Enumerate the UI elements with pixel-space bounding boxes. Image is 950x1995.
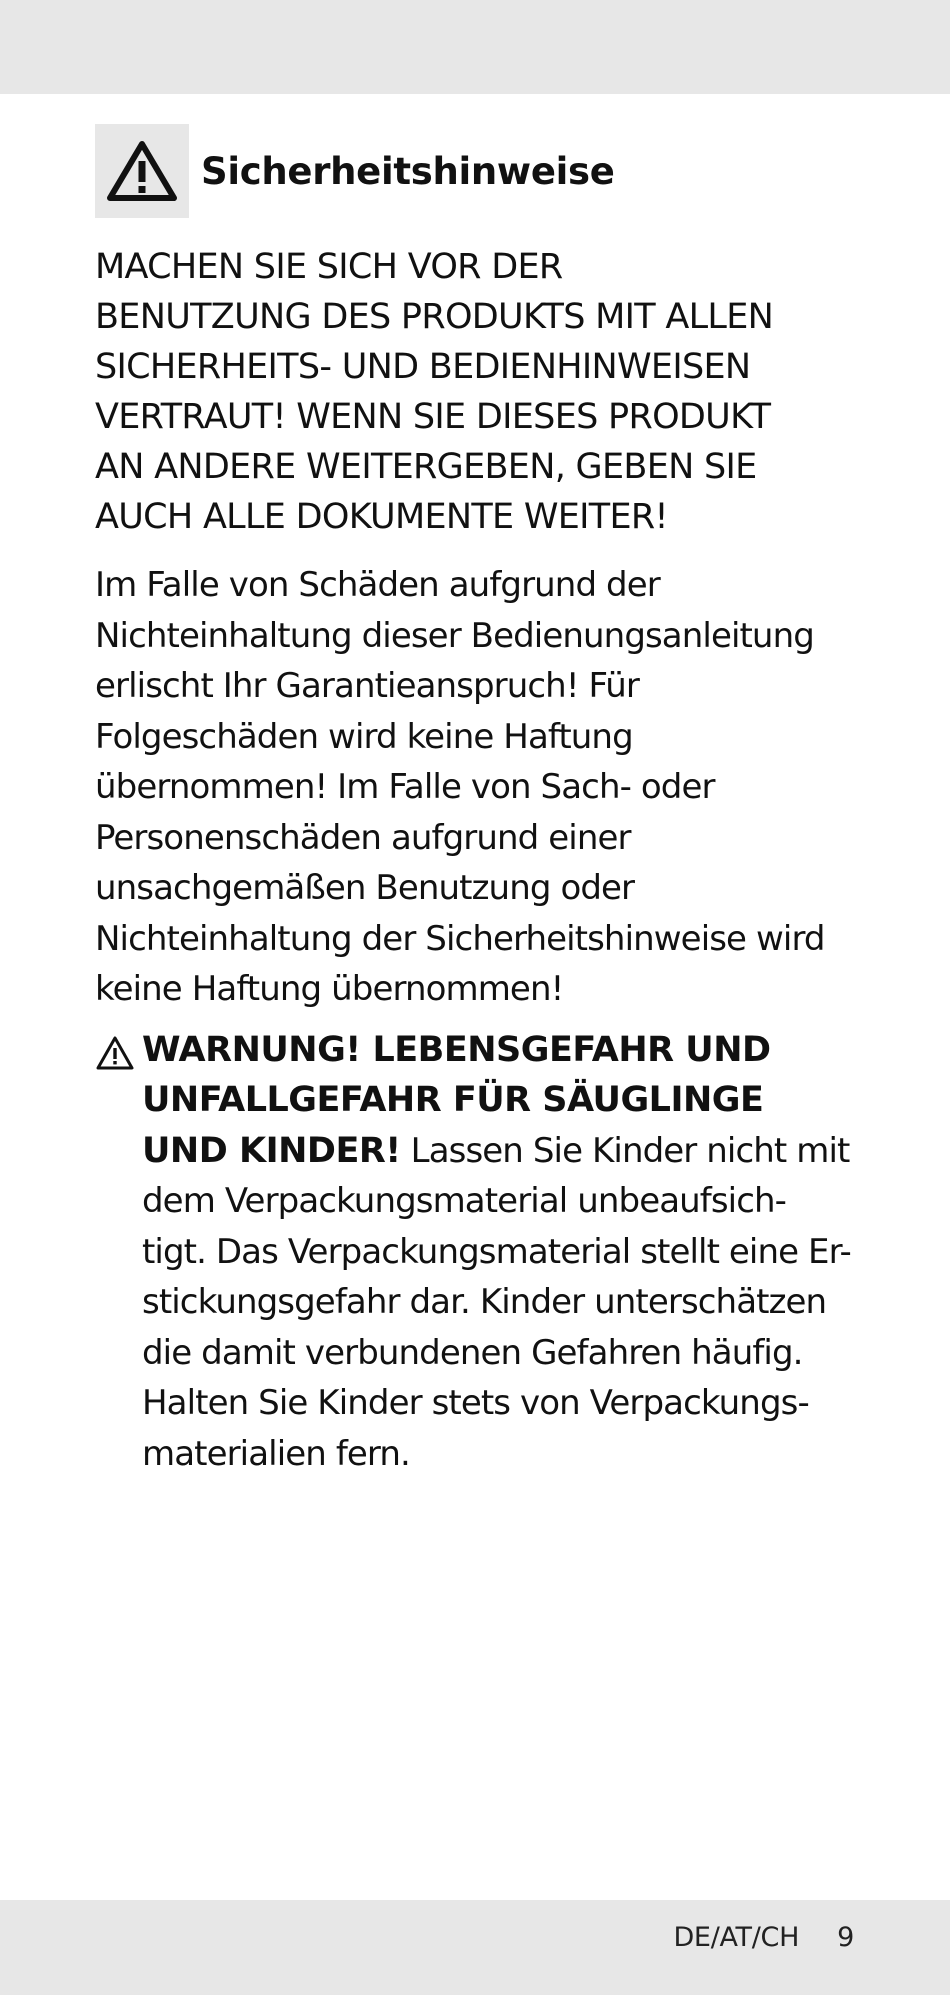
page-number: 9 [837,1922,854,1953]
warning-heading: WARNUNG! LEBENSGEFAHR UND UNFALLGEFAHR FÜR SÄUGLINGE UND KINDER! [142,1029,771,1171]
section-heading [95,124,855,218]
section-title: Sicherheitshinweise [201,149,615,193]
warning-block [95,1025,855,1480]
page-content [95,124,855,1479]
warning-triangle-icon [95,124,189,218]
region-label: DE/AT/CH [673,1922,800,1953]
warning-text: Lassen Sie Kinder nicht mit dem Verpackungsmaterial unbeaufsich- tigt. Das Verpackungsmaterial stellt eine Er- stickungsgefahr dar. Kinder unterschätzen die damit verbundenen Gefahren häufig. Halten Sie Kinder stets von Verpackungs- materialien fern. [142,1130,851,1474]
warning-triangle-icon [95,1035,135,1071]
intro-caps-paragraph: MACHEN SIE SICH VOR DER BENUTZUNG DES PRODUKTS MIT ALLEN SICHERHEITS- UND BEDIENHINWEISEN VERTRAUT! WENN SIE DIESES PRODUKT AN ANDERE WEITERGEBEN, GEBEN SIE AUCH ALLE DOKUMENTE WEITER! [95,247,774,537]
top-margin-band [0,0,950,94]
page-footer [673,1922,854,1953]
liability-paragraph: Im Falle von Schäden aufgrund der Nichteinhaltung dieser Bedienungsanleitung erlischt Ihr Garantieanspruch! Für Folgeschäden wird keine Haftung übernommen! Im Falle von Sach- oder Personenschäden aufgrund einer unsachgemäßen Benutzung oder Nichteinhaltung der Sicherheitshinweise wird keine Haftung übernommen! [95,565,825,1009]
